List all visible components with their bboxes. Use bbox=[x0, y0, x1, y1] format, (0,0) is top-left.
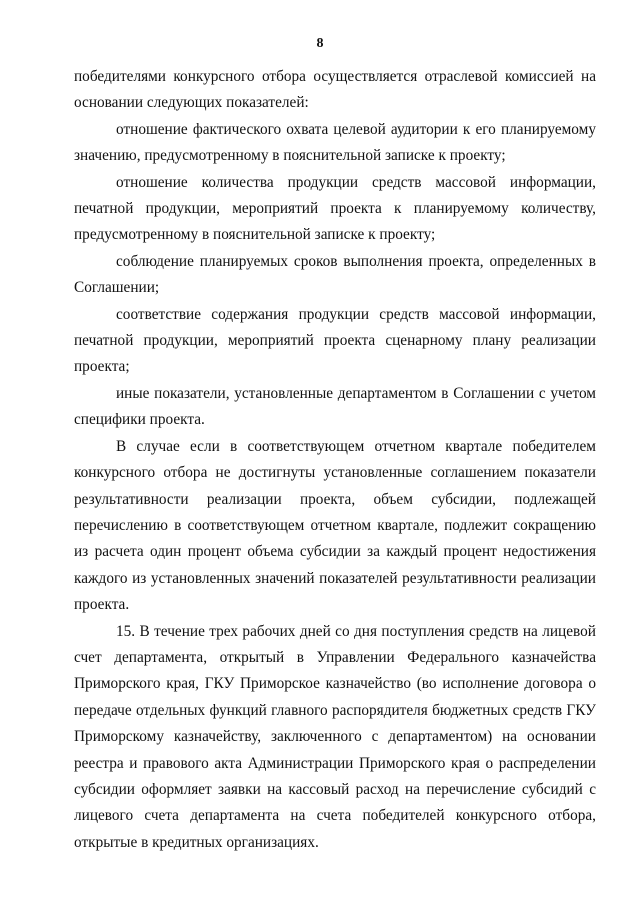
paragraph-2: отношение фактического охвата целевой аудитории к его планируемому значению, предусмотренному в пояснительной записке к проекту; bbox=[74, 120, 596, 165]
paragraph-8: 15. В течение трех рабочих дней со дня поступления средств на лицевой счет департамента, открытый в Управлении Федерального казначейства Приморского края, ГКУ Приморское казначейство (во исполнение договора о передаче отдельных функций главного распорядителя бюджетных средств ГКУ Приморскому казначейству, заключенного с департаментом) на основании реестра и правового акта Администрации Приморского края о распределении субсидии оформляет заявки на кассовый расход на перечисление субсидий с лицевого счета департамента на счета победителей конкурсного отбора, открытые в кредитных организациях. bbox=[74, 622, 596, 851]
paragraph-6: иные показатели, установленные департаментом в Соглашении с учетом специфики проекта. bbox=[74, 384, 596, 429]
paragraph-7: В случае если в соответствующем отчетном квартале победителем конкурсного отбора не достигнуты установленные соглашением показатели результативности реализации проекта, объем субсидии, подлежащей перечислению в соответствующем отчетном квартале, подлежит сокращению из расчета один процент объема субсидии за каждый процент недостижения каждого из установленных значений показателей результативности реализации проекта. bbox=[74, 437, 596, 614]
paragraph-5: соответствие содержания продукции средств массовой информации, печатной продукции, мероприятий проекта сценарному плану реализации проекта; bbox=[74, 305, 596, 376]
page-number: 8 bbox=[316, 36, 324, 51]
paragraph-4: соблюдение планируемых сроков выполнения проекта, определенных в Соглашении; bbox=[74, 252, 596, 297]
paragraph-3: отношение количества продукции средств массовой информации, печатной продукции, мероприятий проекта к планируемому количеству, предусмотренному в пояснительной записке к проекту; bbox=[74, 173, 596, 244]
paragraph-1: победителями конкурсного отбора осуществляется отраслевой комиссией на основании следующих показателей: bbox=[74, 68, 596, 112]
document-body bbox=[74, 64, 596, 856]
